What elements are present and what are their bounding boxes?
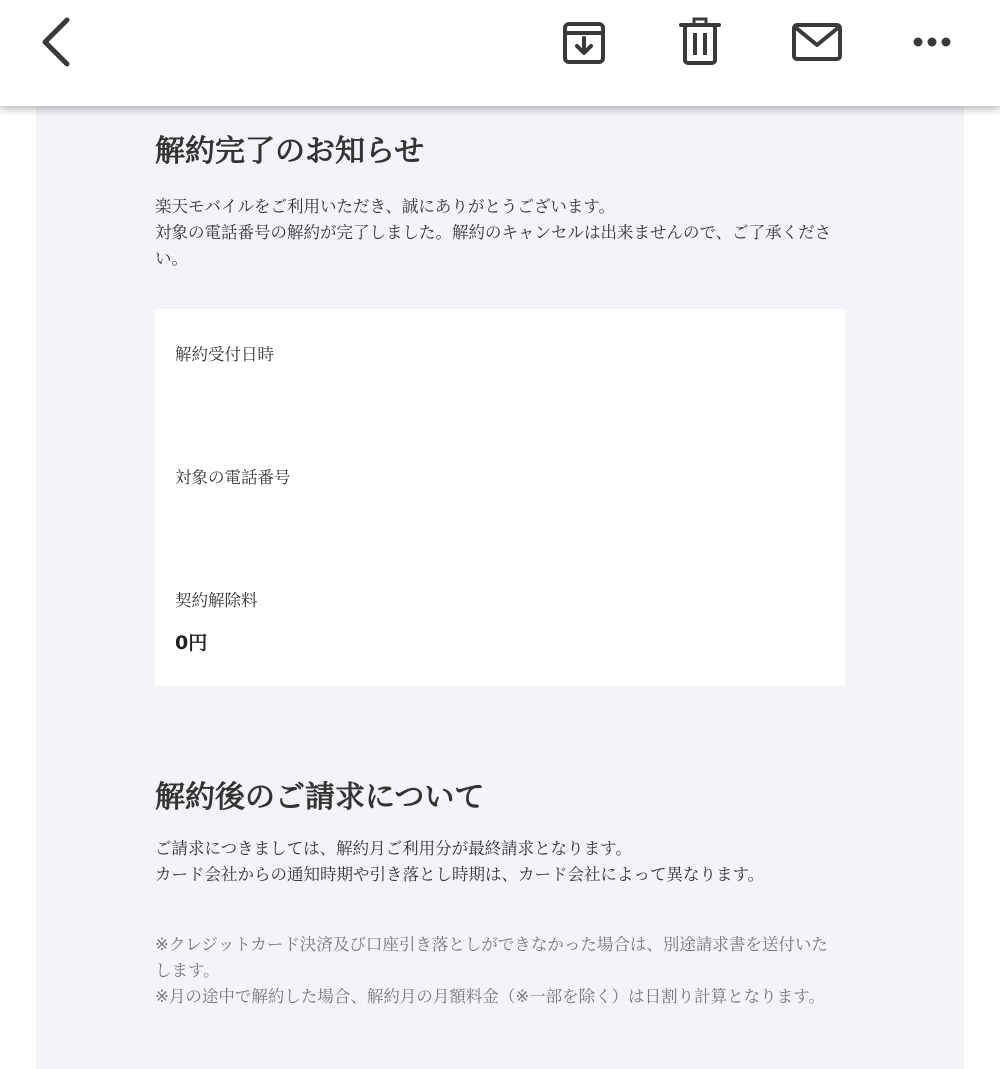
received-datetime-label: 解約受付日時 bbox=[175, 345, 274, 364]
phone-number-label: 対象の電話番号 bbox=[175, 468, 291, 487]
intro-line-complete: 対象の電話番号の解約が完了しました。解約のキャンセルは出来ませんので、ご了承ください。 bbox=[155, 223, 832, 268]
billing-line-card: カード会社からの通知時期や引き落とし時期は、カード会社によって異なります。 bbox=[155, 865, 765, 884]
more-horizontal-icon bbox=[912, 36, 952, 48]
termination-fee-value: 0円 bbox=[175, 632, 208, 654]
note-invoice: ※クレジットカード決済及び口座引き落としができなかった場合は、別途請求書を送付いたします。 bbox=[155, 935, 828, 980]
intro-line-thanks: 楽天モバイルをご利用いただき、誠にありがとうございます。 bbox=[155, 197, 616, 216]
email-toolbar bbox=[0, 0, 1000, 106]
intro-text bbox=[155, 194, 835, 272]
delete-button[interactable] bbox=[674, 14, 726, 70]
cancellation-details-card bbox=[155, 309, 845, 686]
billing-title: 解約後のご請求について bbox=[155, 780, 485, 815]
mail-envelope-icon bbox=[791, 22, 843, 62]
trash-icon bbox=[678, 17, 722, 67]
note-prorated: ※月の途中で解約した場合、解約月の月額料金（※一部を除く）は日割り計算となります。 bbox=[155, 987, 825, 1006]
billing-text bbox=[155, 836, 835, 888]
archive-button[interactable] bbox=[556, 14, 612, 70]
billing-line-final: ご請求につきましては、解約月ご利用分が最終請求となります。 bbox=[155, 839, 632, 858]
more-options-button[interactable] bbox=[904, 14, 960, 70]
archive-download-icon bbox=[560, 18, 608, 66]
cancellation-title: 解約完了のお知らせ bbox=[155, 134, 425, 169]
reply-mail-button[interactable] bbox=[786, 14, 848, 70]
chevron-left-icon bbox=[37, 16, 73, 68]
billing-notes bbox=[155, 932, 835, 1010]
termination-fee-label: 契約解除料 bbox=[175, 591, 258, 610]
back-button[interactable] bbox=[30, 14, 80, 70]
